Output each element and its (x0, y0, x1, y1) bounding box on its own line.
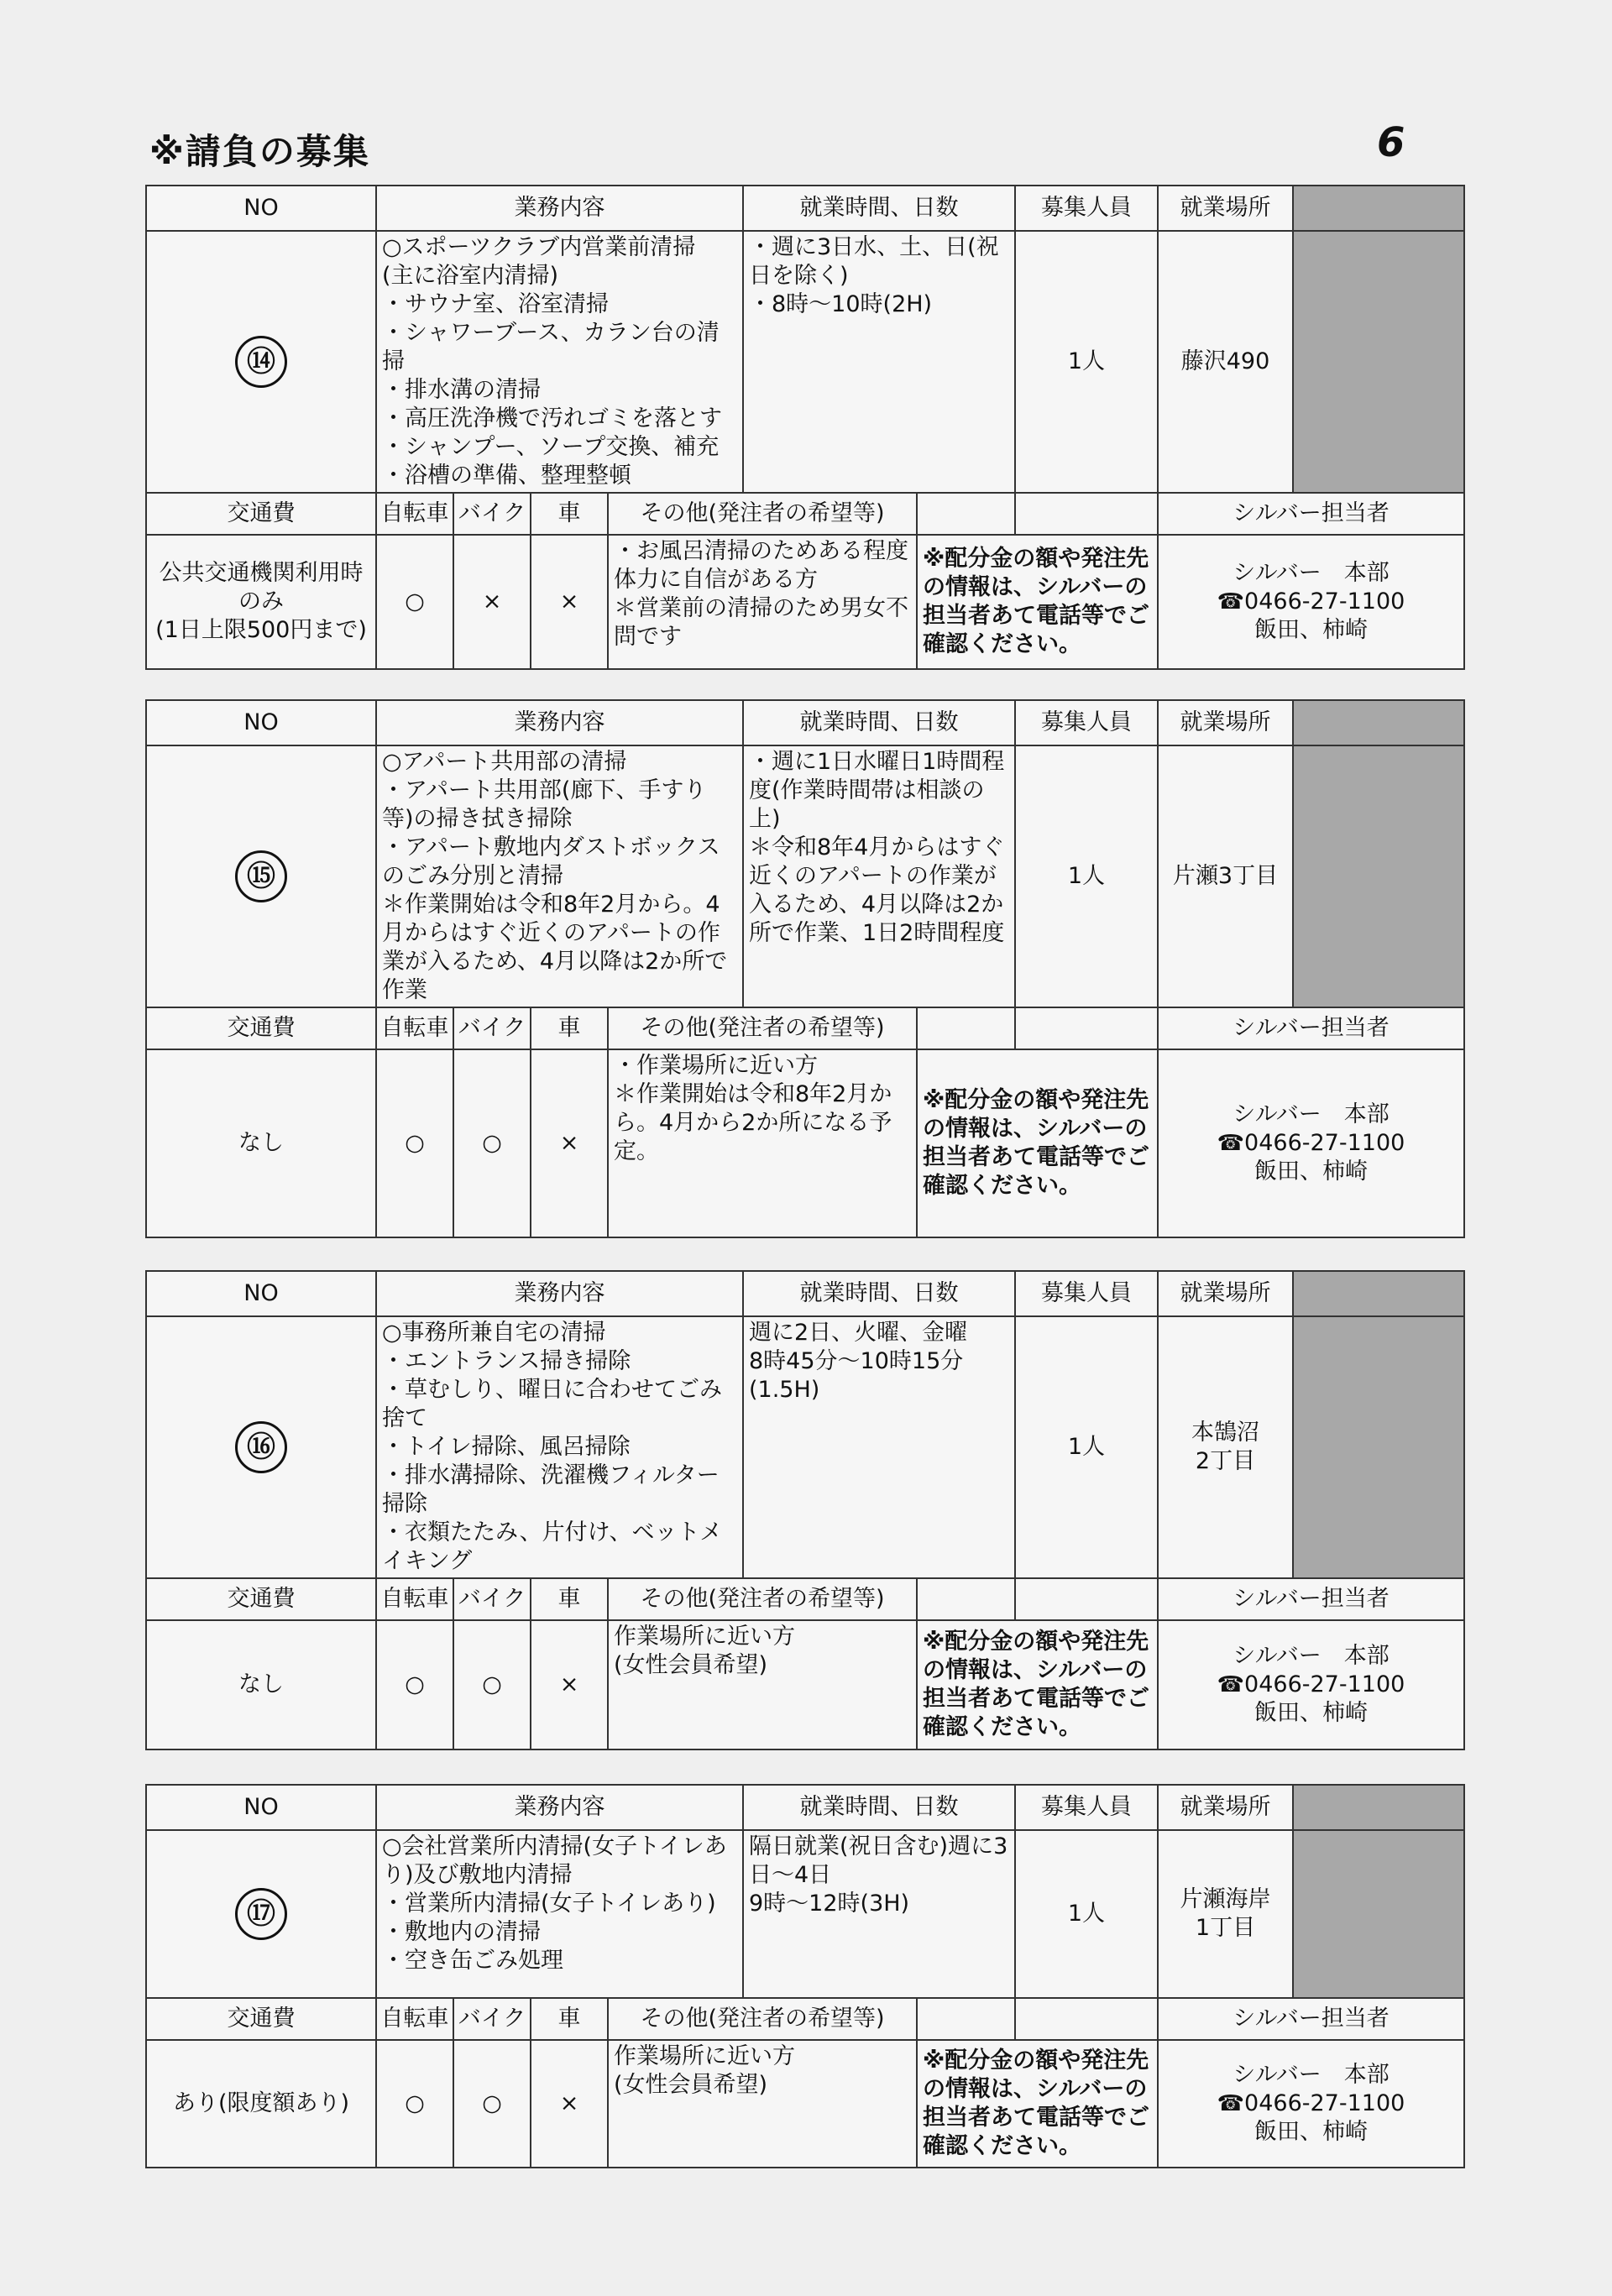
contact-phone-line (1164, 1671, 1458, 1699)
header-car: 車 (531, 1007, 608, 1049)
header-no: NO (146, 1271, 376, 1316)
job-number: ⑰ (235, 1888, 287, 1940)
job-number-cell (146, 1830, 376, 1998)
job-header-row (146, 186, 1464, 231)
job-subheader-row (146, 1007, 1464, 1049)
header-gray-cell (1293, 1271, 1464, 1316)
job-staff: 1人 (1015, 1316, 1158, 1578)
header-gray-cell (1293, 1785, 1464, 1830)
job-task: ○スポーツクラブ内営業前清掃 (主に浴室内清掃) ・サウナ室、浴室清掃 ・シャワーブース、カラン台の清掃 ・排水溝の清掃 ・高圧洗浄機で汚れゴミを落とす ・シャンプー、ソープ交換、補充 ・浴槽の準備、整理整頓 (376, 231, 743, 493)
job-number-cell (146, 231, 376, 493)
header-car: 車 (531, 1998, 608, 2040)
header-empty-cell (917, 493, 1015, 535)
job-header-row (146, 1271, 1464, 1316)
job-place: 片瀬3丁目 (1158, 745, 1293, 1007)
header-hours: 就業時間、日数 (743, 700, 1015, 745)
header-task: 業務内容 (376, 700, 743, 745)
header-empty-cell (1015, 1578, 1158, 1620)
contact-names: 飯田、柿崎 (1254, 1158, 1368, 1185)
job-detail-row (146, 2040, 1464, 2168)
header-place: 就業場所 (1158, 1271, 1293, 1316)
job-car: × (531, 2040, 608, 2168)
header-transport: 交通費 (146, 1998, 376, 2040)
phone-icon: ☎ (1217, 1672, 1245, 1697)
job-main-row (146, 231, 1464, 493)
header-place: 就業場所 (1158, 700, 1293, 745)
job-task: ○事務所兼自宅の清掃 ・エントランス掃き掃除 ・草むしり、曜日に合わせてごみ捨て ・トイレ掃除、風呂掃除 ・排水溝掃除、洗濯機フィルター掃除 ・衣類たたみ、片付け、ベットメイキング (376, 1316, 743, 1578)
job-bike: ○ (376, 1049, 453, 1237)
job-transport: 公共交通機関利用時のみ (1日上限500円まで) (146, 535, 376, 669)
job-gray-cell (1293, 745, 1464, 1007)
page-number: 6 (1377, 119, 1405, 166)
header-motorbike: バイク (453, 1007, 531, 1049)
header-contact-person: シルバー担当者 (1158, 1578, 1464, 1620)
page-title: ※請負の募集 (149, 131, 370, 172)
header-bike: 自転車 (376, 1578, 453, 1620)
job-staff: 1人 (1015, 231, 1158, 493)
job-number: ⑭ (235, 336, 287, 388)
job-notice: ※配分金の額や発注先の情報は、シルバーの担当者あて電話等でご確認ください。 (917, 1049, 1158, 1237)
job-notice: ※配分金の額や発注先の情報は、シルバーの担当者あて電話等でご確認ください。 (917, 535, 1158, 669)
contact-names: 飯田、柿崎 (1254, 2119, 1368, 2145)
header-bike: 自転車 (376, 1998, 453, 2040)
header-contact-person: シルバー担当者 (1158, 1998, 1464, 2040)
job-car: × (531, 535, 608, 669)
job-task: ○会社営業所内清掃(女子トイレあり)及び敷地内清掃 ・営業所内清掃(女子トイレあり) ・敷地内の清掃 ・空き缶ごみ処理 (376, 1830, 743, 1998)
job-place: 藤沢490 (1158, 231, 1293, 493)
job-other: ・作業場所に近い方 ＊作業開始は令和8年2月から。4月から2か所になる予定。 (608, 1049, 917, 1237)
header-hours: 就業時間、日数 (743, 186, 1015, 231)
job-car: × (531, 1049, 608, 1237)
header-car: 車 (531, 493, 608, 535)
job-detail-row (146, 1620, 1464, 1749)
header-bike: 自転車 (376, 1007, 453, 1049)
header-empty-cell (1015, 493, 1158, 535)
job-detail-row (146, 535, 1464, 669)
contact-phone: 0466-27-1100 (1244, 2090, 1405, 2116)
job-main-row (146, 745, 1464, 1007)
job-motorbike: ○ (453, 1049, 531, 1237)
job-number-cell (146, 745, 376, 1007)
header-no: NO (146, 1785, 376, 1830)
job-transport: あり(限度額あり) (146, 2040, 376, 2168)
job-bike: ○ (376, 2040, 453, 2168)
header-motorbike: バイク (453, 493, 531, 535)
contact-org: シルバー 本部 (1233, 560, 1390, 586)
contact-phone: 0466-27-1100 (1244, 588, 1405, 615)
job-place: 片瀬海岸 1丁目 (1158, 1830, 1293, 1998)
job-transport: なし (146, 1049, 376, 1237)
contact-names: 飯田、柿崎 (1254, 617, 1368, 643)
job-bike: ○ (376, 1620, 453, 1749)
header-staff: 募集人員 (1015, 700, 1158, 745)
header-transport: 交通費 (146, 1578, 376, 1620)
phone-icon: ☎ (1217, 2091, 1245, 2116)
header-no: NO (146, 186, 376, 231)
contact-phone: 0466-27-1100 (1244, 1130, 1405, 1156)
header-contact-person: シルバー担当者 (1158, 493, 1464, 535)
contact-phone: 0466-27-1100 (1244, 1671, 1405, 1697)
job-notice: ※配分金の額や発注先の情報は、シルバーの担当者あて電話等でご確認ください。 (917, 2040, 1158, 2168)
header-hours: 就業時間、日数 (743, 1785, 1015, 1830)
job-header-row (146, 700, 1464, 745)
job-other: ・お風呂清掃のためある程度体力に自信がある方 ＊営業前の清掃のため男女不問です (608, 535, 917, 669)
job-contact (1158, 535, 1464, 669)
job-transport: なし (146, 1620, 376, 1749)
header-other: その他(発注者の希望等) (608, 1578, 917, 1620)
job-main-row (146, 1830, 1464, 1998)
job-subheader-row (146, 493, 1464, 535)
header-gray-cell (1293, 186, 1464, 231)
job-hours: ・週に3日水、土、日(祝日を除く) ・8時～10時(2H) (743, 231, 1015, 493)
header-task: 業務内容 (376, 186, 743, 231)
header-other: その他(発注者の希望等) (608, 1998, 917, 2040)
header-staff: 募集人員 (1015, 186, 1158, 231)
job-contact (1158, 1620, 1464, 1749)
job-gray-cell (1293, 1316, 1464, 1578)
job-number: ⑮ (235, 850, 287, 902)
header-transport: 交通費 (146, 1007, 376, 1049)
job-subheader-row (146, 1998, 1464, 2040)
header-empty-cell (1015, 1998, 1158, 2040)
header-car: 車 (531, 1578, 608, 1620)
contact-names: 飯田、柿崎 (1254, 1700, 1368, 1726)
job-gray-cell (1293, 231, 1464, 493)
header-task: 業務内容 (376, 1271, 743, 1316)
header-no: NO (146, 700, 376, 745)
job-subheader-row (146, 1578, 1464, 1620)
header-empty-cell (1015, 1007, 1158, 1049)
job-main-row (146, 1316, 1464, 1578)
phone-icon: ☎ (1217, 589, 1245, 615)
header-empty-cell (917, 1578, 1015, 1620)
header-hours: 就業時間、日数 (743, 1271, 1015, 1316)
job-motorbike: ○ (453, 1620, 531, 1749)
job-table (145, 1270, 1465, 1750)
job-detail-row (146, 1049, 1464, 1237)
header-transport: 交通費 (146, 493, 376, 535)
header-task: 業務内容 (376, 1785, 743, 1830)
job-other: 作業場所に近い方 (女性会員希望) (608, 2040, 917, 2168)
job-car: × (531, 1620, 608, 1749)
contact-org: シルバー 本部 (1233, 2062, 1390, 2088)
job-gray-cell (1293, 1830, 1464, 1998)
job-table (145, 1784, 1465, 2168)
job-other: 作業場所に近い方 (女性会員希望) (608, 1620, 917, 1749)
header-empty-cell (917, 1007, 1015, 1049)
header-contact-person: シルバー担当者 (1158, 1007, 1464, 1049)
header-gray-cell (1293, 700, 1464, 745)
job-hours: 隔日就業(祝日含む)週に3日～4日 9時～12時(3H) (743, 1830, 1015, 1998)
header-motorbike: バイク (453, 1998, 531, 2040)
header-place: 就業場所 (1158, 186, 1293, 231)
header-staff: 募集人員 (1015, 1271, 1158, 1316)
phone-icon: ☎ (1217, 1131, 1245, 1156)
contact-phone-line (1164, 588, 1458, 616)
job-task: ○アパート共用部の清掃 ・アパート共用部(廊下、手すり等)の掃き拭き掃除 ・アパート敷地内ダストボックスのごみ分別と清掃 ＊作業開始は令和8年2月から。4月からはすぐ近くのアパートの作業が入るため、4月以降は2か所で作業 (376, 745, 743, 1007)
header-staff: 募集人員 (1015, 1785, 1158, 1830)
contact-org: シルバー 本部 (1233, 1643, 1390, 1669)
contact-phone-line (1164, 2089, 1458, 2118)
header-motorbike: バイク (453, 1578, 531, 1620)
job-contact (1158, 1049, 1464, 1237)
header-bike: 自転車 (376, 493, 453, 535)
job-motorbike: ○ (453, 2040, 531, 2168)
job-staff: 1人 (1015, 1830, 1158, 1998)
job-notice: ※配分金の額や発注先の情報は、シルバーの担当者あて電話等でご確認ください。 (917, 1620, 1158, 1749)
job-motorbike: × (453, 535, 531, 669)
job-hours: ・週に1日水曜日1時間程度(作業時間帯は相談の上) ＊令和8年4月からはすぐ近くのアパートの作業が入るため、4月以降は2か所で作業、1日2時間程度 (743, 745, 1015, 1007)
job-bike: ○ (376, 535, 453, 669)
header-other: その他(発注者の希望等) (608, 1007, 917, 1049)
job-staff: 1人 (1015, 745, 1158, 1007)
header-other: その他(発注者の希望等) (608, 493, 917, 535)
job-table (145, 185, 1465, 670)
job-hours: 週に2日、火曜、金曜 8時45分～10時15分 (1.5H) (743, 1316, 1015, 1578)
job-number-cell (146, 1316, 376, 1578)
contact-org: シルバー 本部 (1233, 1101, 1390, 1127)
job-header-row (146, 1785, 1464, 1830)
job-contact (1158, 2040, 1464, 2168)
job-number: ⑯ (235, 1421, 287, 1473)
job-place: 本鵠沼 2丁目 (1158, 1316, 1293, 1578)
job-table (145, 699, 1465, 1238)
contact-phone-line (1164, 1129, 1458, 1158)
header-place: 就業場所 (1158, 1785, 1293, 1830)
header-empty-cell (917, 1998, 1015, 2040)
